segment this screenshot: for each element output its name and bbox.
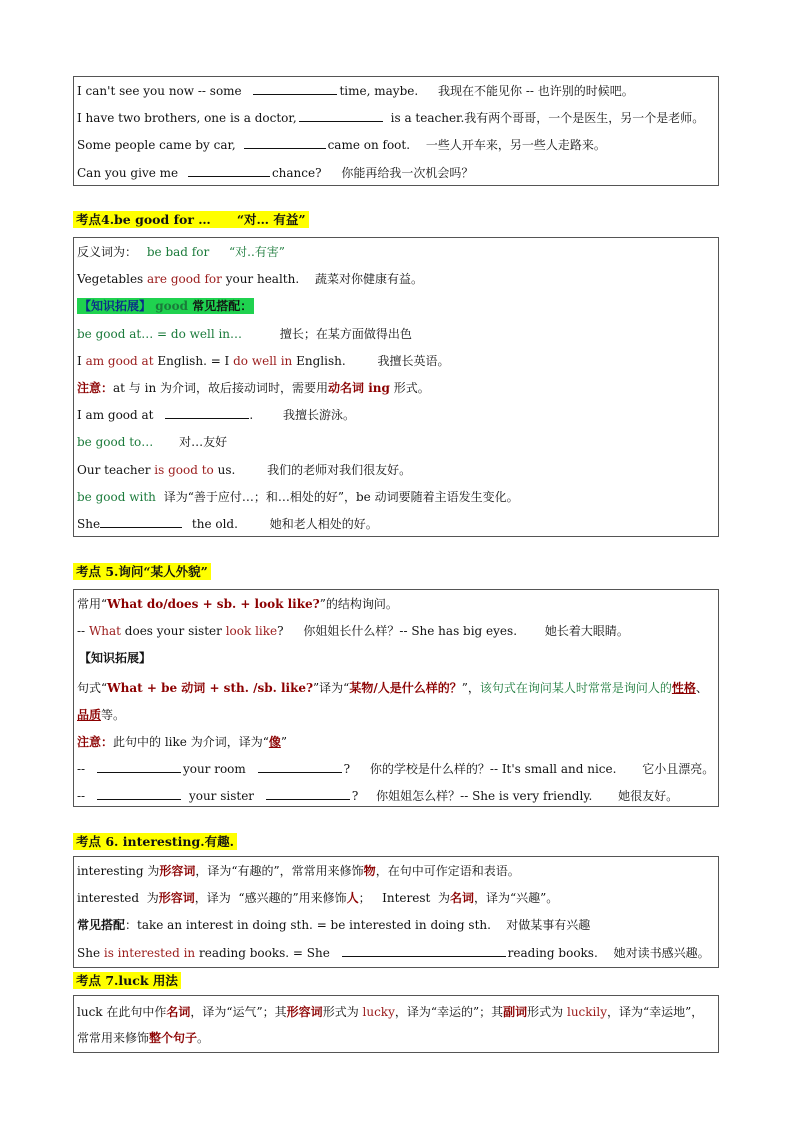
line: 注意：此句中的 like 为介词，译为“像”	[77, 734, 287, 749]
knowledge-box-3	[73, 589, 719, 807]
section-heading-5: 考点 5.询问“某人外貌”	[73, 562, 211, 581]
blank[interactable]	[97, 787, 181, 800]
line: She is interested in reading books. = She reading books. 她对读书感兴趣。	[77, 945, 710, 960]
line: interesting 为形容词，译为“有趣的”，常常用来修饰物，在句中可作定语和表语。	[77, 864, 520, 878]
line: Can you give me chance? 你能再给我一次机会吗？	[77, 165, 474, 180]
blank[interactable]	[299, 109, 383, 122]
line: -- What does your sister look like? 你姐姐长什么样？-- She has big eyes. 她长着大眼睛。	[77, 624, 629, 639]
line: be good at… = do well in… 擅长；在某方面做得出色	[77, 326, 412, 341]
line: Our teacher is good to us. 我们的老师对我们很友好。	[77, 462, 412, 477]
line: 反义词为： be bad for “对..有害”	[77, 245, 285, 259]
line: 常见搭配：take an interest in doing sth. = be interested in doing sth. 对做某事有兴趣	[77, 918, 591, 933]
line: Vegetables are good for your health. 蔬菜对你健康有益。	[77, 272, 424, 287]
line: Some people came by car, came on foot. 一些人开车来，另一些人走路来。	[77, 138, 606, 153]
line: I am good at . 我擅长游泳。	[77, 408, 356, 423]
line: 句式“What + be 动词 + sth. /sb. like?”译为“某物/人是什么样的？”，该句式在询问某人时常常是询问人的性格、品质等。	[77, 680, 708, 722]
line: I can't see you now -- some time, maybe. 我现在不能见你 -- 也许别的时候吧。	[77, 84, 634, 98]
line: be good with 译为“善于应付…；和…相处的好”，be 动词要随着主语发生变化。	[77, 489, 519, 504]
line: 注意：at 与 in 为介词，故后接动词时，需要用动名词 ing 形式。	[77, 380, 430, 395]
knowledge-box-4	[73, 856, 719, 968]
knowledge-tag: 【知识拓展】 good 常见搭配：	[79, 299, 253, 314]
line	[77, 295, 715, 322]
section-heading-6: 考点 6. interesting.有趣.	[73, 832, 237, 851]
line: 常用“What do/does + sb. + look like?”的结构询问。	[77, 597, 398, 611]
line	[77, 647, 715, 674]
blank[interactable]	[188, 164, 270, 177]
line: She the old. 她和老人相处的好。	[77, 516, 378, 531]
section-heading-7: 考点 7.luck 用法	[73, 971, 181, 990]
blank[interactable]	[258, 760, 342, 773]
blank[interactable]	[244, 136, 326, 149]
line: interested 为形容词，译为 “感兴趣的”用来修饰人； Interest 为名词，译为“兴趣”。	[77, 891, 559, 906]
line: be good to… 对…友好	[77, 435, 228, 450]
line: I am good at English. = I do well in English. 我擅长英语。	[77, 353, 450, 368]
exercise-box-1	[73, 76, 719, 186]
blank[interactable]	[165, 406, 249, 419]
blank[interactable]	[253, 82, 337, 95]
line: I have two brothers, one is a doctor, is a teacher.我有两个哥哥，一个是医生，另一个是老师。	[77, 111, 705, 126]
blank[interactable]	[266, 787, 350, 800]
section-heading-4: 考点4.be good for … “对… 有益”	[73, 210, 309, 229]
knowledge-box-5	[73, 995, 719, 1053]
blank[interactable]	[100, 515, 182, 528]
knowledge-tag: 【知识拓展】	[79, 651, 152, 666]
blank[interactable]	[97, 760, 181, 773]
line: luck 在此句中作名词，译为“运气”；其形容词形式为 lucky，译为“幸运的”；其副词形式为 luckily，译为“幸运地”，常常用来修饰整个句子。	[77, 1005, 704, 1045]
line: -- your room ? 你的学校是什么样的？-- It's small and nice. 它小且漂亮。	[77, 761, 715, 776]
line: -- your sister ? 你姐姐怎么样？-- She is very friendly. 她很友好。	[77, 788, 679, 803]
blank[interactable]	[342, 944, 506, 957]
knowledge-box-2	[73, 237, 719, 537]
